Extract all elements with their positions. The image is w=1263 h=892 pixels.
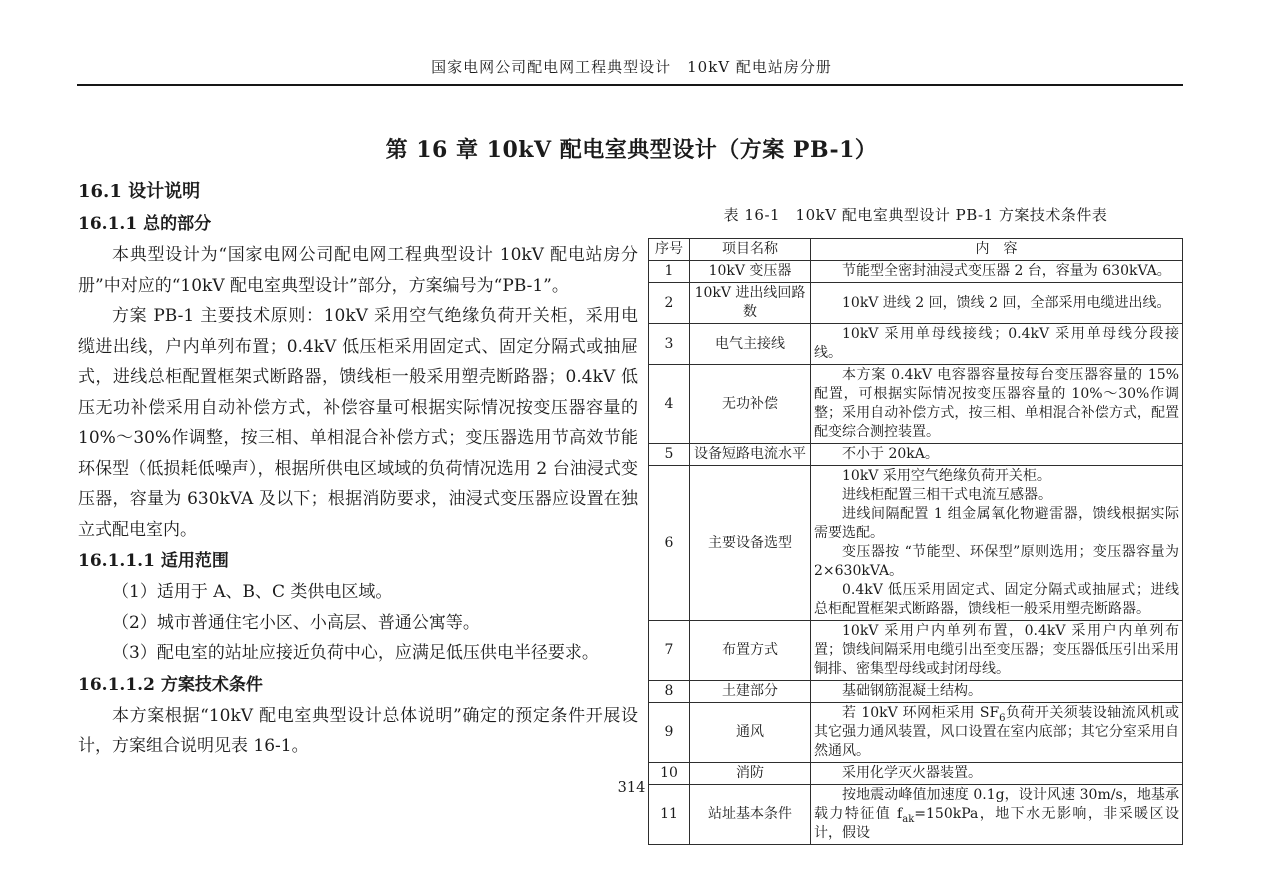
content-cell [811, 681, 1183, 703]
content-cell [811, 703, 1183, 763]
tech-table-body [649, 261, 1183, 845]
table-row [649, 703, 1183, 763]
table-row [649, 283, 1183, 324]
table-header-row [649, 239, 1183, 261]
content-cell [811, 444, 1183, 466]
row-number-cell: 7 [649, 621, 690, 681]
content-paragraph: 10kV 采用空气绝缘负荷开关柜。 [842, 468, 1051, 484]
item-name-cell: 10kV 进出线回路数 [690, 283, 811, 324]
content-paragraph: 10kV 采用户内单列布置，0.4kV 采用户内单列布置；馈线间隔采用电缆引出至变压器；变压器低压引出采用铜排、密集型母线或封闭母线。 [814, 623, 1179, 677]
content-paragraph: 若 10kV 环网柜采用 $SF_6$负荷开关须装设轴流风机或其它强力通风装置，风口设置在室内底部；其它分室采用自然通风。 [814, 705, 1179, 759]
content-paragraph: 按地震动峰值加速度 0.1g，设计风速 30m/s，地基承载力特征值 $f_{ak}=150kPa$，地下水无影响，非采暖区设计，假设 [814, 787, 1179, 841]
section-heading-16-1-1-1: 16.1.1.1 适用范围 [78, 551, 229, 571]
item-name-cell: 10kV 变压器 [690, 261, 811, 283]
content-cell [811, 466, 1183, 621]
column-header-content: 内 容 [811, 239, 1183, 261]
content-paragraph: 基础钢筋混凝土结构。 [842, 683, 982, 699]
header-rule [77, 84, 1183, 86]
paragraph-overview: 本典型设计为“国家电网公司配电网工程典型设计 10kV 配电站房分册”中对应的“10kV 配电室典型设计”部分，方案编号为“PB-1”。 [78, 245, 638, 296]
content-cell [811, 261, 1183, 283]
item-name-cell: 通风 [690, 703, 811, 763]
scope-item-2: （2）城市普通住宅小区、小高层、普通公寓等。 [112, 612, 480, 633]
row-number-cell: 9 [649, 703, 690, 763]
content-paragraph: 采用化学灭火器装置。 [842, 765, 982, 781]
content-paragraph: 10kV 进线 2 回，馈线 2 回，全部采用电缆进出线。 [842, 294, 1171, 311]
table-caption: 表 16-1 10kV 配电室典型设计 PB-1 方案技术条件表 [723, 206, 1108, 224]
table-row [649, 466, 1183, 621]
item-name-cell: 消防 [690, 763, 811, 785]
table-row [649, 621, 1183, 681]
content-paragraph: 10kV 采用单母线接线；0.4kV 采用单母线分段接线。 [814, 326, 1179, 361]
content-paragraph: 0.4kV 低压采用固定式、固定分隔式或抽屉式；进线总柜配置框架式断路器，馈线柜一般采用塑壳断路器。 [814, 582, 1179, 617]
content-paragraph: 进线间隔配置 1 组金属氧化物避雷器，馈线根据实际需要选配。 [814, 506, 1179, 541]
chapter-title: 第 16 章 10kV 配电室典型设计（方案 PB-1） [385, 137, 878, 163]
table-row [649, 365, 1183, 444]
paragraph-basis: 本方案根据“10kV 配电室典型设计总体说明”确定的预定条件开展设计，方案组合说明见表 16-1。 [78, 705, 638, 756]
row-number-cell: 2 [649, 283, 690, 324]
content-cell [811, 324, 1183, 365]
tech-table [648, 238, 1183, 845]
table-row [649, 324, 1183, 365]
page-number: 314 [617, 780, 646, 796]
running-header: 国家电网公司配电网工程典型设计 10kV 配电站房分册 [431, 58, 832, 76]
right-column [648, 205, 1183, 845]
scope-item-1: （1）适用于 A、B、C 类供电区域。 [112, 582, 393, 602]
item-name-cell: 设备短路电流水平 [690, 444, 811, 466]
row-number-cell: 11 [649, 785, 690, 845]
item-name-cell: 布置方式 [690, 621, 811, 681]
column-header-name: 项目名称 [690, 239, 811, 261]
column-header-no: 序号 [649, 239, 690, 261]
row-number-cell: 6 [649, 466, 690, 621]
row-number-cell: 10 [649, 763, 690, 785]
content-paragraph: 节能型全密封油浸式变压器 2 台，容量为 630kVA。 [842, 263, 1171, 279]
section-heading-16-1-1: 16.1.1 总的部分 [78, 214, 212, 234]
paragraph-principles: 方案 PB-1 主要技术原则：10kV 采用空气绝缘负荷开关柜，采用电缆进出线，户内单列布置；0.4kV 低压柜采用固定式、固定分隔式或抽屉式，进线总柜配置框架式断路器，馈线柜一般采用塑壳断路器；0.4kV 低压无功补偿采用自动补偿方式，补偿容量可根据实际情况按变压器容量的 10%～30%作调整，按三相、单相混合补偿方式；变压器选用节高效节能环保型（低损耗低噪声），根据所供电区域域的负荷情况选用 2 台油浸式变压器，容量为 630kVA 及以下；根据消防要求，油浸式变压器应设置在独立式配电室内。 [78, 306, 638, 540]
section-heading-16-1: 16.1 设计说明 [78, 181, 201, 202]
content-paragraph: 变压器按 “节能型、环保型”原则选用；变压器容量为 2×630kVA。 [814, 544, 1179, 579]
item-name-cell: 站址基本条件 [690, 785, 811, 845]
scope-item-3: （3）配电室的站址应接近负荷中心，应满足低压供电半径要求。 [112, 643, 599, 663]
table-row [649, 444, 1183, 466]
content-cell [811, 621, 1183, 681]
row-number-cell: 1 [649, 261, 690, 283]
item-name-cell: 无功补偿 [690, 365, 811, 444]
content-cell [811, 365, 1183, 444]
content-cell [811, 283, 1183, 324]
content-paragraph: 不小于 20kA。 [842, 446, 939, 462]
row-number-cell: 3 [649, 324, 690, 365]
item-name-cell: 电气主接线 [690, 324, 811, 365]
content-paragraph: 本方案 0.4kV 电容器容量按每台变压器容量的 15%配置，可根据实际情况按变压器容量的 10%～30%作调整；采用自动补偿方式，按三相、单相混合补偿方式，配置配变综合测控装置。 [814, 367, 1179, 440]
table-row [649, 681, 1183, 703]
row-number-cell: 4 [649, 365, 690, 444]
table-row [649, 261, 1183, 283]
row-number-cell: 5 [649, 444, 690, 466]
row-number-cell: 8 [649, 681, 690, 703]
left-column [78, 176, 638, 762]
section-heading-16-1-1-2: 16.1.1.2 方案技术条件 [78, 674, 263, 695]
item-name-cell: 主要设备选型 [690, 466, 811, 621]
content-paragraph: 进线柜配置三相干式电流互感器。 [842, 487, 1052, 503]
item-name-cell: 土建部分 [690, 681, 811, 703]
